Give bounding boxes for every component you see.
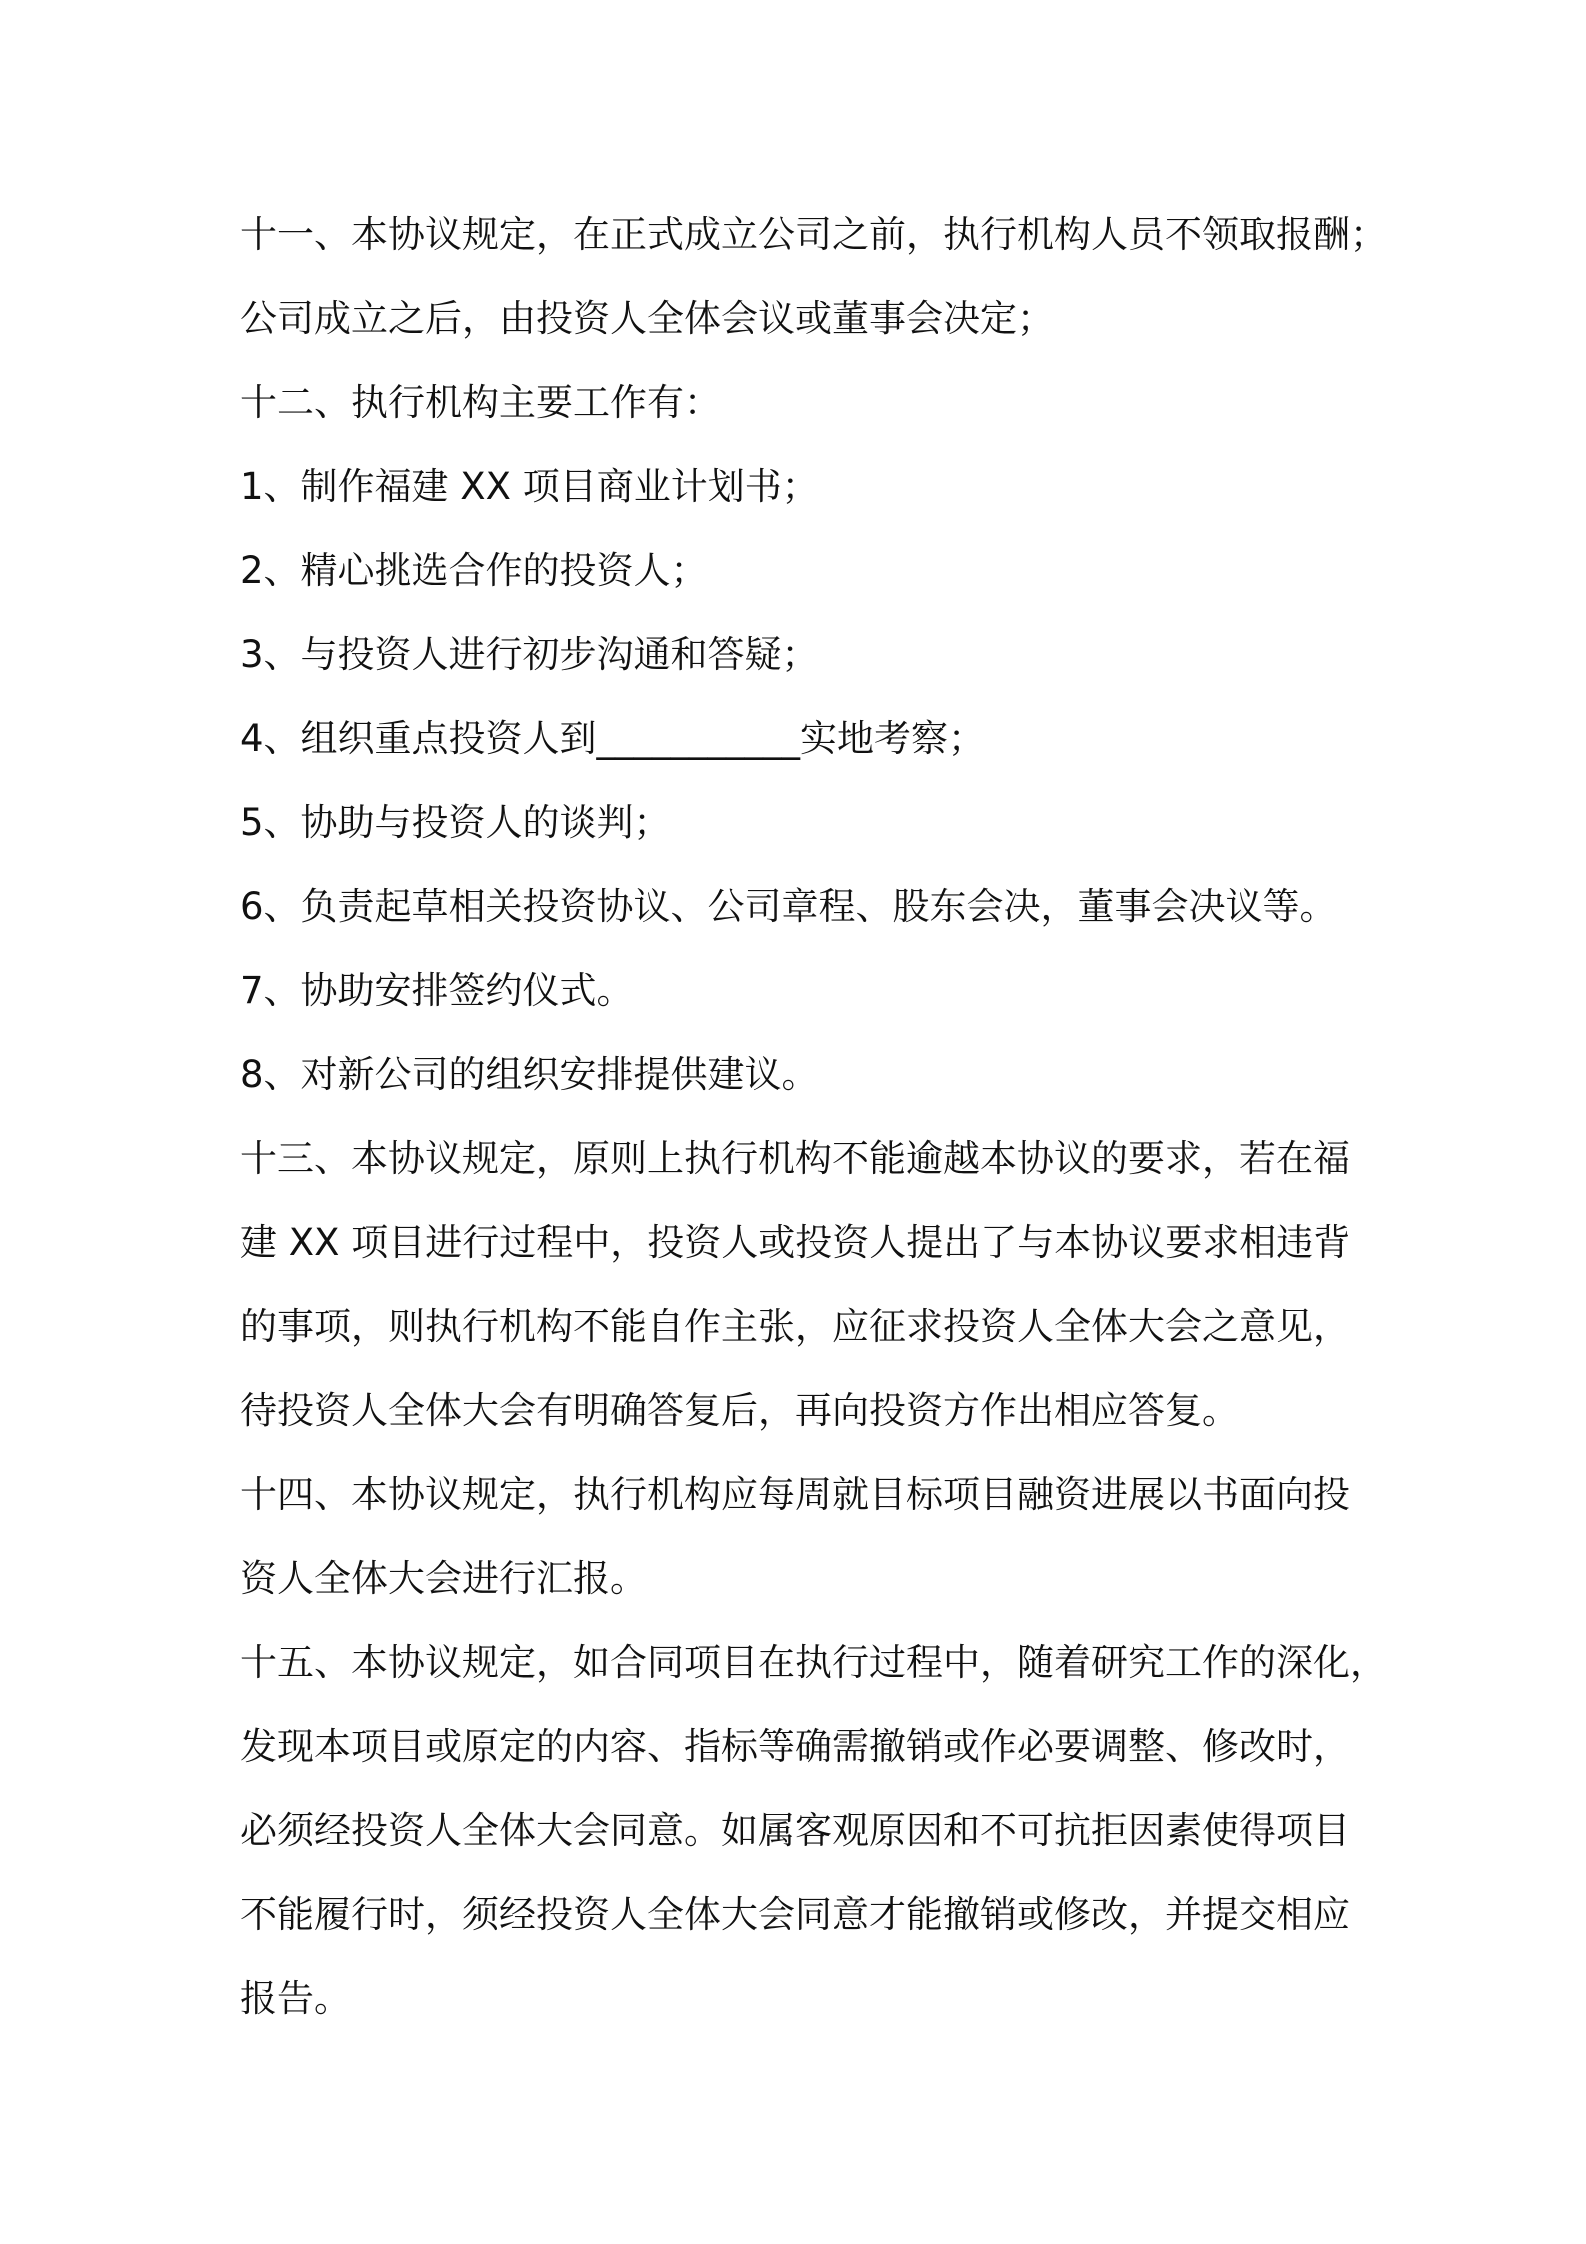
paragraph-clause-15 (240, 1621, 1387, 2041)
paragraph-clause-14 (240, 1453, 1352, 1621)
text-line: 的事项，则执行机构不能自作主张，应征求投资人全体大会之意见， (240, 1305, 1350, 1348)
list-item-8 (240, 1033, 1352, 1117)
text-line: 必须经投资人全体大会同意。如属客观原因和不可抗拒因素使得项目 (240, 1809, 1350, 1852)
text-line: 8、对新公司的组织安排提供建议。 (240, 1053, 819, 1096)
text-line: 4、组织重点投资人到___________实地考察； (240, 717, 986, 760)
document-body (240, 193, 1387, 2041)
text-line: 十五、本协议规定，如合同项目在执行过程中，随着研究工作的深化， (240, 1641, 1387, 1684)
list-item-4 (240, 697, 1352, 781)
text-line: 十四、本协议规定，执行机构应每周就目标项目融资进展以书面向投 (240, 1473, 1350, 1516)
list-item-7 (240, 949, 1352, 1033)
text-line: 十二、执行机构主要工作有： (240, 381, 721, 424)
text-line: 待投资人全体大会有明确答复后，再向投资方作出相应答复。 (240, 1389, 1239, 1432)
text-line: 公司成立之后，由投资人全体会议或董事会决定； (240, 297, 1054, 340)
text-line: 发现本项目或原定的内容、指标等确需撤销或作必要调整、修改时， (240, 1725, 1350, 1768)
text-line: 资人全体大会进行汇报。 (240, 1557, 647, 1600)
text-line: 7、协助安排签约仪式。 (240, 969, 634, 1012)
text-line: 不能履行时，须经投资人全体大会同意才能撤销或修改，并提交相应 (240, 1893, 1350, 1936)
paragraph-clause-11 (240, 193, 1387, 361)
text-line: 3、与投资人进行初步沟通和答疑； (240, 633, 819, 676)
list-item-3 (240, 613, 1352, 697)
text-line: 2、精心挑选合作的投资人； (240, 549, 708, 592)
list-item-5 (240, 781, 1352, 865)
list-item-6 (240, 865, 1352, 949)
list-item-1 (240, 445, 1352, 529)
text-line: 建 XX 项目进行过程中，投资人或投资人提出了与本协议要求相违背 (240, 1221, 1351, 1264)
paragraph-clause-13 (240, 1117, 1352, 1453)
text-line: 1、制作福建 XX 项目商业计划书； (240, 465, 819, 508)
list-item-2 (240, 529, 1352, 613)
paragraph-clause-12 (240, 361, 1352, 445)
text-line: 6、负责起草相关投资协议、公司章程、股东会决，董事会决议等。 (240, 885, 1337, 928)
text-line: 十三、本协议规定，原则上执行机构不能逾越本协议的要求，若在福 (240, 1137, 1350, 1180)
text-line: 报告。 (240, 1977, 351, 2020)
text-line: 十一、本协议规定，在正式成立公司之前，执行机构人员不领取报酬； (240, 213, 1387, 256)
text-line: 5、协助与投资人的谈判； (240, 801, 671, 844)
